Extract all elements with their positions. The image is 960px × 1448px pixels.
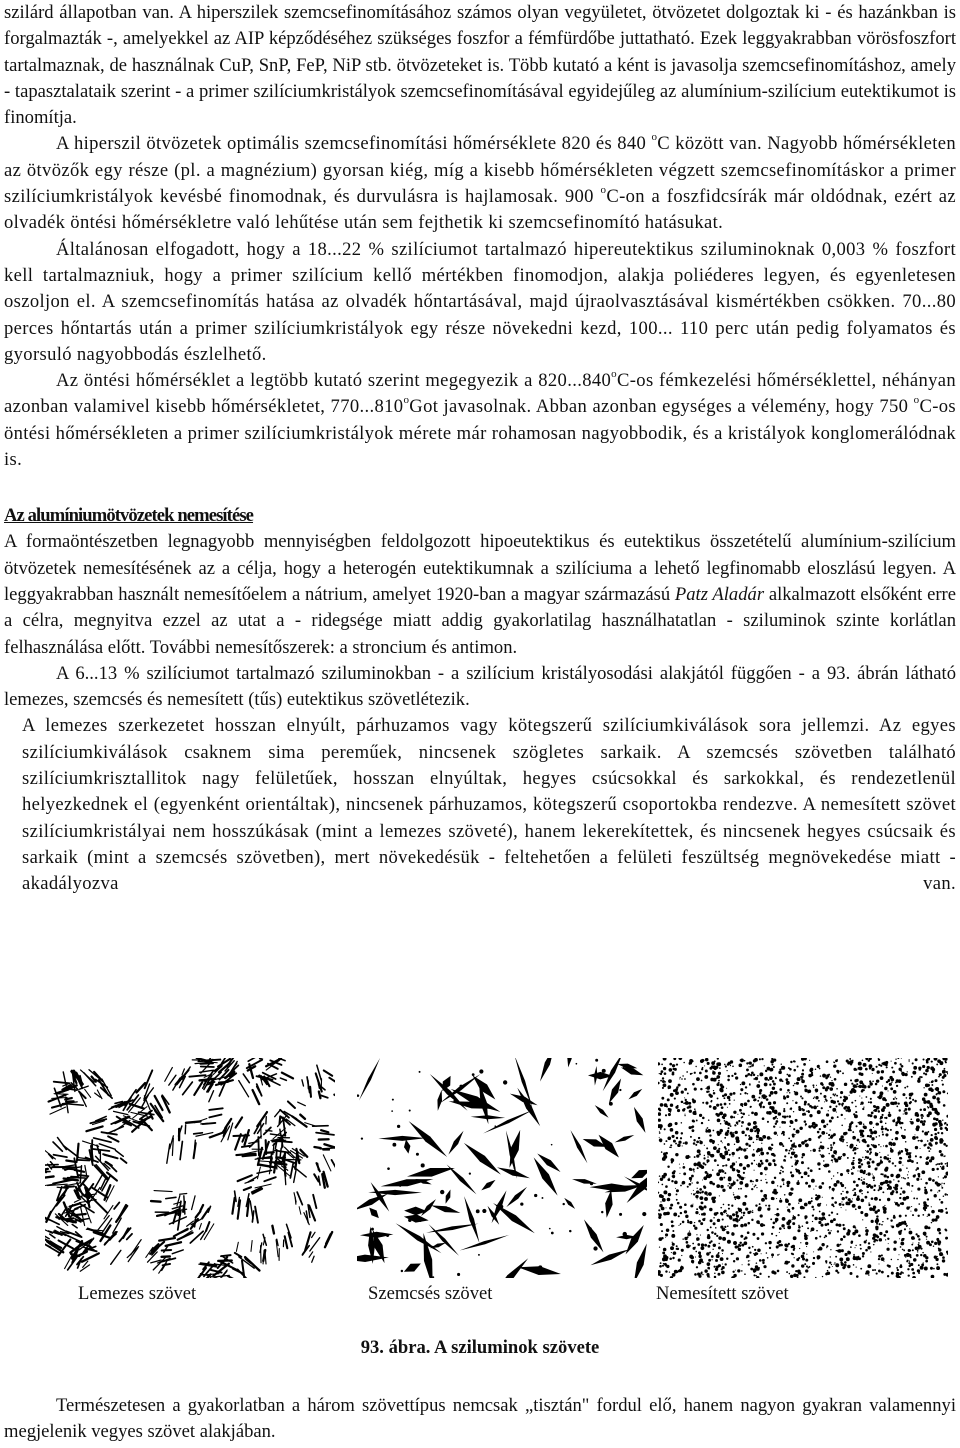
paragraph-structure-types: A 6...13 % szilíciumot tartalmazó sziluminokban - a szilícium kristályosodási alakjától függően - a 93. ábrán látható lemezes, szemcsés és nemesített (tűs) eutektikus szövetlétezik. [4,662,956,711]
paragraph-structure-description: A lemezes szerkezetet hosszan elnyúlt, párhuzamos vagy kötegszerű szilíciumkiválások sora jellemzi. Az egyes szilíciumkiválások csaknem sima pereműek, nincsenek szögletes sarkaik. A szemcsés szövetben található szilíciumkrisztallitok nagy felületűek, hosszan elnyúltak, hegyes csúcsokkal és sarkokkal, és rendezetlenül helyezkednek el (egyenként orientáltak), nincsenek párhuzamos, kötegszerű csoportokba rendezve. A nemesített szövet szilíciumkristályai nem hosszúkásak (mint a lemezes szöveté), hanem lekerekítettek, és nincsenek hegyes csúcsaik és sarkaik (mint a szemcsés szövetben), mert növekedésük - feltehetően a felületi feszültség megnövekedése miatt - akadályozva van. [22,715,956,895]
caption-modified: Nemesített szövet [656,1283,789,1304]
micrograph-granular [357,1058,647,1278]
section-heading: Az alumíniumötvözetek nemesítése [4,505,254,527]
caption-lamellar: Lemezes szövet [78,1283,197,1304]
modified-structure-image [658,1058,948,1278]
micrograph-lamellar [45,1058,335,1278]
figure-93 [0,1058,960,1278]
paragraph-casting-temperature: Az öntési hőmérséklet a legtöbb kutató szerint megegyezik a 820...840$^o$C-os fémkezelési hőmérséklettel, néhányan azonban valamivel kisebb hőmérsékletet, 770...810$^o$Got javasolnak. Abban azonban egységes a vélemény, hogy 750 $^o$C-os öntési hőmérsékleten a primer szilíciumkristályok mérete már rohamosan nagyobbodik, és a kristályok konglomerálódnak is. [4,368,956,471]
figure-title: 93. ábra. A sziluminok szövete [360,1337,600,1358]
micrograph-modified [658,1058,948,1278]
granular-structure-image [357,1058,647,1278]
caption-granular: Szemcsés szövet [368,1283,493,1304]
paragraph-closing: Természetesen a gyakorlatban a három szövettípus nemcsak „tisztán" fordul elő, hanem nagyon gyakran valamennyi megjelenik vegyes szövet alakjában. [4,1395,956,1443]
document-body [4,0,956,898]
person-name: Patz Aladár [674,583,765,605]
paragraph-refining-temperature: A hiperszil ötvözetek optimális szemcsefinomítási hőmérséklete 820 és 840 $^o$C között van. Nagyobb hőmérsékleten az ötvözők egy része (pl. a magnézium) gyorsan kiég, míg a kisebb hőmérsékleten végzett szemcsefinomításkor a primer szilíciumkristályok kevésbé finomodnak, és durvulásra is hajlamosak. 900 $^o$C-on a foszfidcsírák már oldódnak, ezért az olvadék öntési hőmérsékletre való lehűtése után sem fejthetik ki szemcsefinomító hatásukat. [4,131,956,234]
paragraph-modification-goal: A formaöntészetben legnagyobb mennyiségben feldolgozott hipoeutektikus és eutektikus összetételű alumínium-szilícium ötvözetek nemesítésének az a célja, hogy a heterogén eutektikumnak a szilíciuma a lehető legfinomabb eloszlású legyen. A leggyakrabban használt nemesítőelem a nátrium, amelyet 1920-ban a magyar származású Patz Aladár alkalmazott elsőként erre a célra, megnyitva ezzel az utat a - ridegsége miatt addig gyakorlatilag használhatatlan - sziluminok szinte korlátlan felhasználása előtt. További nemesítőszerek: a stroncium és antimon. [4,531,956,658]
paragraph-phosphorus-content: Általánosan elfogadott, hogy a 18...22 % szilíciumot tartalmazó hipereutektikus sziluminoknak 0,003 % foszfort kell tartalmazniuk, hogy a primer szilícium kellő mértékben finomodjon, alakja poliéderes legyen, és egyenletesen oszoljon el. A szemcsefinomítás hatása az olvadék hőntartásával, majd újraolvasztásával kismértékben csökken. 70...80 perces hőntartás után a primer szilíciumkristályok egy része növekedni kezd, 100... 110 perc után pedig folyamatos és gyorsuló nagyobbodás észlelhető. [4,238,956,365]
paragraph-phosphorus-compounds: szilárd állapotban van. A hiperszilek szemcsefinomításához számos olyan vegyületet, ötvözetet dolgoztak ki - és hazánkban is forgalmazták -, amelyekkel az AIP képződéséhez szükséges foszfor a fémfürdőbe juttatható. Ezek leggyakrabban vörösfoszfort tartalmaznak, de használnak CuP, SnP, FeP, NiP stb. ötvözeteket is. Több kutató a ként is javasolja szemcsefinomításhoz, amely - tapasztalataik szerint - a primer szilíciumkristályok szemcsefinomításával egyidejűleg az alumínium-szilícium eutektikumot is finomítja. [4,2,956,129]
lamellar-structure-image [45,1058,335,1278]
